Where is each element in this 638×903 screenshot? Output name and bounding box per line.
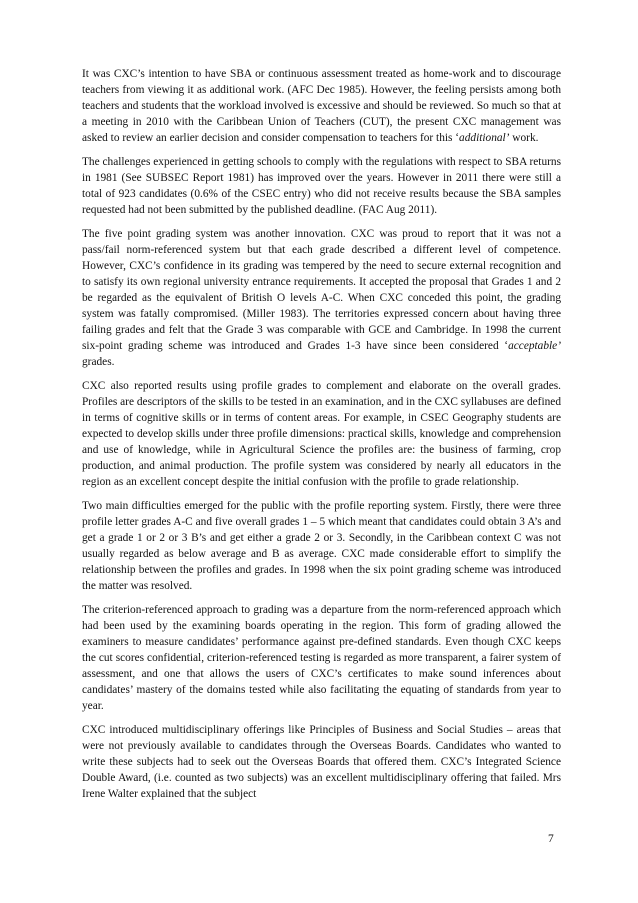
paragraph-profile-difficulties: Two main difficulties emerged for the public with the profile reporting system. Firstly, there were three profile letter grades A-C and five overall grades 1 – 5 which meant that candidates could obtain 3 A’s and get a grade 1 or 2 or 3 B’s and get either a grade 2 or 3. Secondly, in the Caribbean context C was not usually regarded as below average and B as average. CXC made considerable effort to simplify the relationship between the profiles and grades. In 1998 when the six point grading scheme was introduced the matter was resolved.: [82, 500, 561, 592]
paragraph-grading-system: The five point grading system was another innovation. CXC was proud to report that it was not a pass/fail norm-referenced system but that each grade described a different level of competence. However, CXC’s confidence in its grading was tempered by the need to secure external recognition and to satisfy its own regional university entrance requirements. It accepted the proposal that Grades 1 and 2 be regarded as the equivalent of British O levels A-C. When CXC conceded this point, the grading system was fatally compromised. (Miller 1983). The territories expressed concern about having three failing grades and felt that the Grade 3 was comparable with GCE and Cambridge. In 1998 the current six-point grading scheme was introduced and Grades 1-3 have since been considered ‘acceptable’ grades.: [82, 228, 561, 368]
page-number: 7: [548, 833, 554, 845]
paragraph-multidisciplinary: CXC introduced multidisciplinary offerings like Principles of Business and Social Studies – areas that were not previously available to candidates through the Overseas Boards. Candidates who wanted to write these subjects had to seek out the Overseas Boards that offered them. CXC’s Integrated Science Double Award, (i.e. counted as two subjects) was an excellent multidisciplinary offering that failed. Mrs Irene Walter explained that the subject: [82, 724, 561, 800]
paragraph-criterion-referenced: The criterion-referenced approach to grading was a departure from the norm-referenced approach which had been used by the examining boards operating in the region. This form of grading allowed the examiners to measure candidates’ performance against pre-defined standards. Even though CXC keeps the cut scores confidential, criterion-referenced testing is regarded as more transparent, a fairer system of assessment, and one that allows the users of CXC’s certificates to make sound inferences about candidates’ mastery of the domains tested while also facilitating the equating of standards from year to year.: [82, 604, 561, 712]
body-text: [82, 66, 561, 810]
paragraph-sba-intention: It was CXC’s intention to have SBA or continuous assessment treated as home-work and to discourage teachers from viewing it as additional work. (AFC Dec 1985). However, the feeling persists among both teachers and students that the workload involved is excessive and should be reviewed. So much so that at a meeting in 2010 with the Caribbean Union of Teachers (CUT), the present CXC management was asked to review an earlier decision and consider compensation to teachers for this ‘additional’ work.: [82, 68, 561, 144]
paragraph-sba-challenges: The challenges experienced in getting schools to comply with the regulations with respect to SBA returns in 1981 (See SUBSEC Report 1981) has improved over the years. However in 2011 there were still a total of 923 candidates (0.6% of the CSEC entry) who did not receive results because the SBA samples requested had not been submitted by the published deadline. (FAC Aug 2011).: [82, 156, 561, 216]
paragraph-profile-grades: CXC also reported results using profile grades to complement and elaborate on the overall grades. Profiles are descriptors of the skills to be tested in an examination, and in the CXC syllabuses are defined in terms of cognitive skills or in terms of content areas. For example, in CSEC Geography students are expected to develop skills under three profile dimensions: practical skills, knowledge and comprehension and use of knowledge, while in Agricultural Science the profiles are: the business of farming, crop production, and animal production. The profile system was considered by nearly all educators in the region as an excellent concept despite the initial confusion with the profile to grade relationship.: [82, 380, 561, 488]
